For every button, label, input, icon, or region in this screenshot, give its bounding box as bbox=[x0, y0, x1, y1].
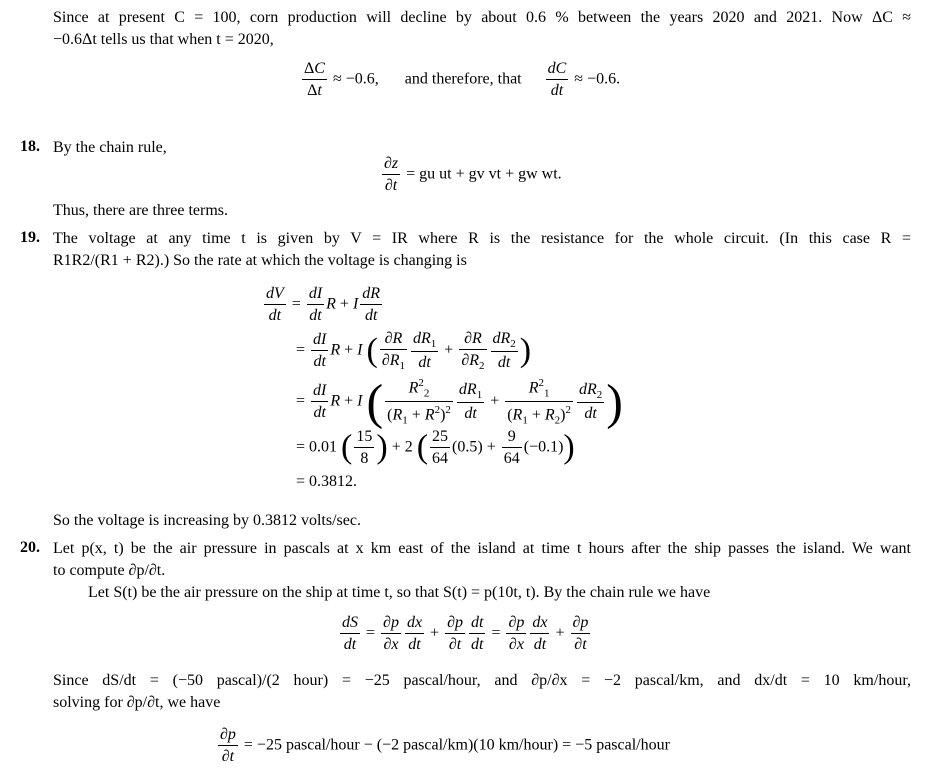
step4-b: (−0.1) bbox=[523, 438, 564, 456]
problem-20-line-2: to compute ∂p/∂t. bbox=[53, 562, 166, 579]
problem-19-step-2: = $\frac{dI}{dt}$ R + I ( $\frac{\partial R}{\partial R_1}$ $\frac{dR_1}{dt}$ + $\frac{\partial R}{\partial R_2}$ $\frac{dR_2}{dt}$ ) bbox=[296, 330, 532, 372]
problem-20-line-5: solving for ∂p/∂t, we have bbox=[53, 694, 221, 711]
problem-18-number: 18. bbox=[20, 138, 40, 155]
problem-19-line-2: R1R2/(R1 + R2).) So the rate at which the voltage is changing is bbox=[53, 252, 467, 269]
problem-18-conclusion: Thus, there are three terms. bbox=[53, 202, 229, 219]
step4-plus: + 2 bbox=[391, 438, 413, 456]
intro-equation: $\frac{\Delta C}{\Delta t}$ ≈ −0.6, and therefore, that $\frac{dC}{dt}$ ≈ −0.6. bbox=[304, 60, 621, 99]
problem-19-number: 19. bbox=[20, 229, 40, 246]
intro-approx-2: ≈ −0.6. bbox=[574, 70, 621, 88]
problem-19-step-4: = 0.01 ( $\frac{15}{8}$ ) + 2 ( $\frac{25}{64}$ (0.5) + $\frac{9}{64}$ (−0.1)) bbox=[296, 428, 575, 467]
intro-eq-text: and therefore, that bbox=[404, 70, 522, 88]
problem-18-rhs: = gu ut + gv vt + gw wt. bbox=[406, 165, 562, 183]
problem-20-line-1: Let p(x, t) be the air pressure in pascals at x km east of the island at time t hours after the ship passes the island. We want bbox=[53, 540, 911, 557]
problem-20-chain-equation: $\frac{dS}{dt}$ = $\frac{\partial p}{\partial x}$ $\frac{dx}{dt}$ + $\frac{\partial p}{\partial t}$ $\frac{dt}{dt}$ = $\frac{\partial p}{\partial x}$ $\frac{dx}{dt}$ + $\frac{\partial p}{\partial t}$ bbox=[342, 614, 589, 653]
problem-20-line-4: Since dS/dt = (−50 pascal)/(2 hour) = −25 pascal/hour, and ∂p/∂x = −2 pascal/km, and dx/dt = 10 km/hour, bbox=[53, 672, 911, 689]
problem-19-step-5: = 0.3812. bbox=[296, 473, 358, 490]
problem-18-line-1: By the chain rule, bbox=[53, 139, 167, 156]
problem-20-number: 20. bbox=[20, 539, 40, 556]
intro-approx-1: ≈ −0.6, bbox=[332, 70, 379, 88]
problem-19-line-1: The voltage at any time t is given by V = IR where R is the resistance for the whole circuit. (In this case R = bbox=[53, 230, 911, 247]
problem-20-final-equation: $\frac{\partial p}{\partial t}$ = −25 pascal/hour − (−2 pascal/km)(10 km/hour) = −5 pascal/hour bbox=[220, 726, 670, 765]
problem-19-conclusion: So the voltage is increasing by 0.3812 volts/sec. bbox=[53, 512, 361, 529]
problem-18-equation: $\frac{\partial z}{\partial t}$ = gu ut + gv vt + gw wt. bbox=[384, 155, 562, 194]
problem-19-step-1: $\frac{dV}{dt}$ = $\frac{dI}{dt}$ R + I $\frac{dR}{dt}$ bbox=[266, 285, 381, 324]
intro-line-1: Since at present C = 100, corn production will decline by about 0.6 % between the years 2020 and 2021. Now ΔC ≈ bbox=[53, 9, 911, 26]
step4-prefix: = 0.01 bbox=[296, 438, 338, 456]
problem-20-final-rhs: = −25 pascal/hour − (−2 pascal/km)(10 km/hour) = −5 pascal/hour bbox=[243, 736, 670, 754]
problem-19-step-3: = $\frac{dI}{dt}$ R + I ( $\frac{R^2_2}{(R_1 + R^2)^2}$ $\frac{dR_1}{dt}$ + $\frac{R^2_1}{(R_1 + R_2)^2}$ $\frac{dR_2}{dt}$ ) bbox=[296, 373, 623, 430]
intro-line-2: −0.6Δt tells us that when t = 2020, bbox=[53, 31, 274, 48]
problem-20-line-3: Let S(t) be the air pressure on the ship at time t, so that S(t) = p(10t, t). By the chain rule we have bbox=[88, 584, 711, 601]
step4-a: (0.5) + bbox=[452, 438, 496, 456]
